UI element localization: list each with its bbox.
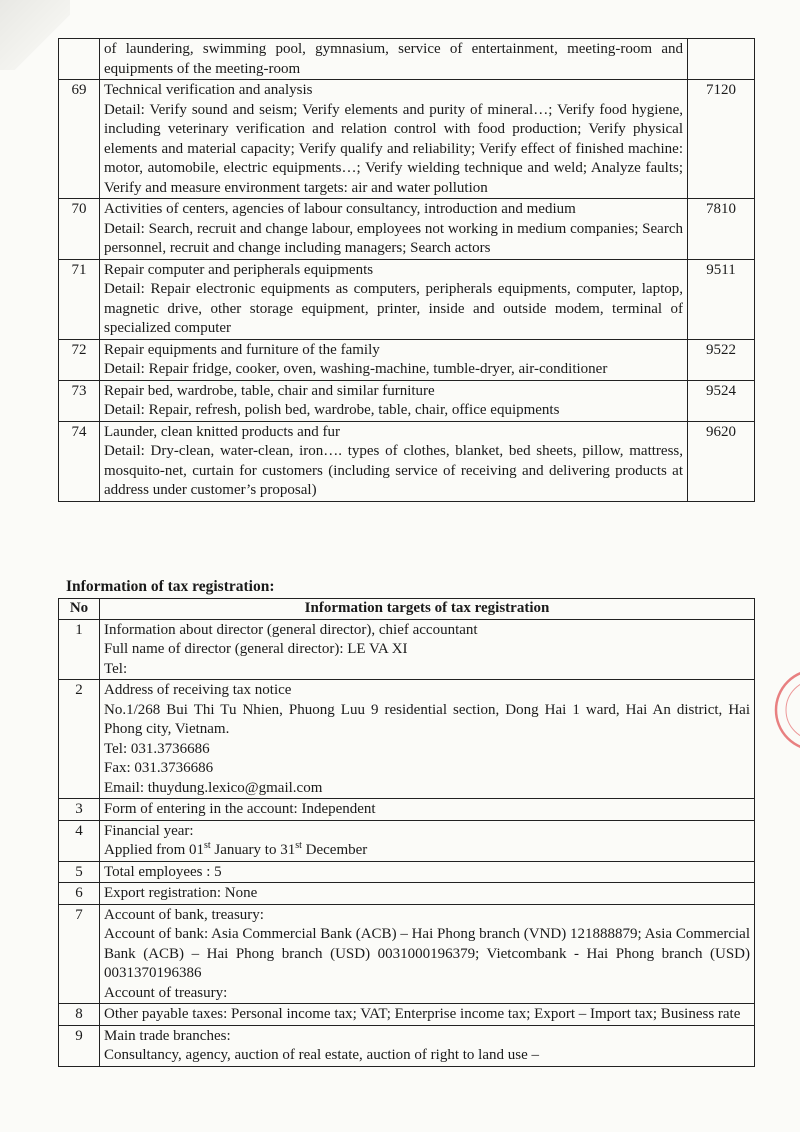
table-row [59, 820, 755, 861]
tax-info-cell [100, 680, 755, 799]
row-number: 4 [59, 820, 100, 861]
row-number: 8 [59, 1004, 100, 1026]
fy-ordinal: st [295, 840, 302, 851]
column-header-targets: Information targets of tax registration [100, 599, 755, 620]
tax-info-cell [100, 619, 755, 680]
table-row [59, 861, 755, 883]
table-row [59, 883, 755, 905]
table-row [59, 39, 755, 80]
activity-description [100, 421, 688, 501]
activity-title: Repair computer and peripherals equipments [104, 261, 374, 278]
activity-description [100, 80, 688, 199]
row-number: 73 [59, 380, 100, 421]
tax-info-line: Export registration: None [104, 885, 258, 901]
row-number: 2 [59, 680, 100, 799]
table-row [59, 199, 755, 260]
table-row [59, 619, 755, 680]
tax-info-line: Other payable taxes: Personal income tax; VAT; Enterprise income tax; Export – Import tax; Business rate [104, 1006, 741, 1022]
table-row [59, 80, 755, 199]
table-row [59, 259, 755, 339]
tax-info-line: Tel: 031.3736686 [104, 740, 210, 757]
red-seal-stamp [772, 665, 800, 755]
row-number: 1 [59, 619, 100, 680]
activity-description [100, 199, 688, 260]
tax-info-cell [100, 861, 755, 883]
row-number: 9 [59, 1025, 100, 1066]
activity-title: Launder, clean knitted products and fur [104, 423, 340, 440]
tax-info-cell [100, 1004, 755, 1026]
table-row [59, 380, 755, 421]
table-row [59, 1025, 755, 1066]
activity-code: 9522 [688, 339, 755, 380]
row-number: 6 [59, 883, 100, 905]
tax-info-line: Address of receiving tax notice [104, 682, 292, 698]
tax-info-line: Account of bank: Asia Commercial Bank (ACB) – Hai Phong branch (VND) 121888879; Asia Commercial Bank (ACB) – Hai Phong branch (USD) 0031000196379; Vietcombank - Hai Phong branch (USD) 0031370196386 [104, 926, 750, 981]
table-row [59, 680, 755, 799]
email-text: Email: thuydung.lexico@gmail.com [104, 779, 323, 796]
row-number: 70 [59, 199, 100, 260]
activity-title: Technical verification and analysis [104, 82, 313, 98]
tax-info-line: Total employees : 5 [104, 863, 222, 880]
activity-code [688, 39, 755, 80]
business-activities-table [58, 38, 755, 502]
row-number [59, 39, 100, 80]
row-number: 69 [59, 80, 100, 199]
activity-code: 9511 [688, 259, 755, 339]
table-row [59, 904, 755, 1004]
activity-title: Activities of centers, agencies of labour consultancy, introduction and medium [104, 201, 576, 217]
activity-detail: Detail: Search, recruit and change labour, employees not working in medium companies; Search personnel, recruit and change including managers; Search actors [104, 220, 683, 256]
table-header-row [59, 599, 755, 620]
row-number: 72 [59, 339, 100, 380]
tax-info-cell [100, 820, 755, 861]
tax-info-line: Full name of director (general director): LE VA XI [104, 641, 408, 657]
row-number: 7 [59, 904, 100, 1004]
tax-registration-table [58, 598, 755, 1067]
activity-description [100, 380, 688, 421]
row-number: 74 [59, 421, 100, 501]
activity-detail: Detail: Dry-clean, water-clean, iron…. types of clothes, blanket, bed sheets, pillow, mattress, mosquito-net, curtain for customers (including service of receiving and delivering products at address under customer’s proposal) [104, 443, 683, 498]
activity-description [100, 339, 688, 380]
fy-text: Applied from 01 [104, 842, 204, 858]
table-row [59, 339, 755, 380]
fy-text: January to 31 [210, 842, 296, 858]
tax-info-line: Main trade branches: [104, 1027, 231, 1044]
activity-description [100, 39, 688, 80]
table-row [59, 1004, 755, 1026]
tax-registration-heading: Information of tax registration: [66, 578, 275, 595]
tax-info-line: No.1/268 Bui Thi Tu Nhien, Phuong Luu 9 residential section, Dong Hai 1 ward, Hai An district, Hai Phong city, Vietnam. [104, 701, 750, 737]
activity-detail: Detail: Repair electronic equipments as computers, peripherals equipments, computer, laptop, magnetic drive, other storage equipment, printer, inside and outside modem, terminal of specialized computer [104, 281, 683, 336]
tax-info-cell [100, 904, 755, 1004]
tax-info-line: Form of entering in the account: Independent [104, 801, 376, 817]
column-header-no: No [59, 599, 100, 620]
activity-detail: Detail: Repair fridge, cooker, oven, washing-machine, tumble-dryer, air-conditioner [104, 361, 608, 377]
activity-detail: Detail: Verify sound and seism; Verify elements and purity of mineral…; Verify food hygiene, including veterinary verification and relation control with food production; Verify physical elements and material capacity; Verify qualify and reliability; Verify effect of finished machine: motor, automobile, electric equipments…; Verify wielding technique and weld; Analyze faults; Verify and measure environment targets: air and water pollution [104, 101, 683, 196]
tax-info-cell [100, 883, 755, 905]
fy-ordinal: st [203, 840, 211, 851]
tax-info-cell [100, 799, 755, 821]
activity-text: of laundering, swimming pool, gymnasium, service of entertainment, meeting-room and equipments of the meeting-room [104, 41, 683, 77]
tax-info-line: Tel: [104, 660, 128, 677]
tax-info-line: Financial year: [104, 822, 194, 839]
activity-code: 9620 [688, 421, 755, 501]
activity-code: 7120 [688, 80, 755, 199]
fy-text: December [301, 842, 368, 858]
tax-info-line: Account of treasury: [104, 984, 228, 1001]
row-number: 3 [59, 799, 100, 821]
tax-info-cell [100, 1025, 755, 1066]
row-number: 5 [59, 861, 100, 883]
activity-title: Repair equipments and furniture of the family [104, 341, 380, 358]
row-number: 71 [59, 259, 100, 339]
tax-info-line: Consultancy, agency, auction of real estate, auction of right to land use – [104, 1047, 539, 1063]
activity-code: 7810 [688, 199, 755, 260]
table-row [59, 799, 755, 821]
tax-info-line: Account of bank, treasury: [104, 906, 264, 923]
activity-code: 9524 [688, 380, 755, 421]
activity-description [100, 259, 688, 339]
tax-info-line: Fax: 031.3736686 [104, 760, 214, 776]
financial-year-range [104, 841, 750, 861]
table-row [59, 421, 755, 501]
activity-title: Repair bed, wardrobe, table, chair and similar furniture [104, 382, 435, 399]
activity-detail: Detail: Repair, refresh, polish bed, wardrobe, table, chair, office equipments [104, 402, 560, 418]
tax-info-line: Information about director (general director), chief accountant [104, 621, 478, 638]
